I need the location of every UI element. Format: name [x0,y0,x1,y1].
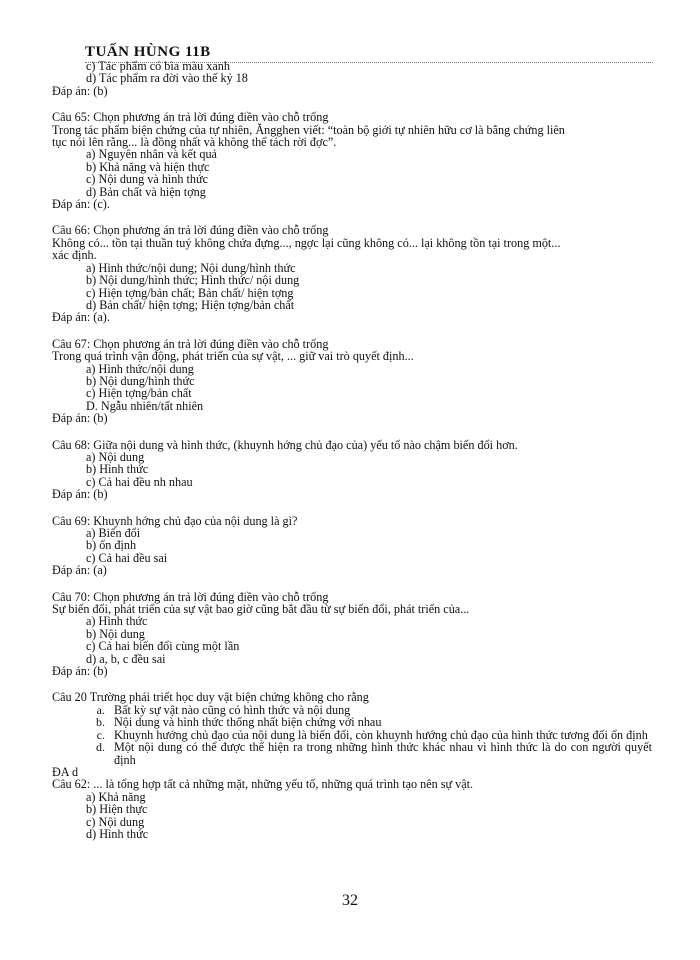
option-a: a. Bất kỳ sự vật nào cũng có hình thức và nội dung [108,704,652,716]
question-title: Câu 67: Chọn phương án trả lời đúng điền vào chỗ trống [52,336,329,351]
question-62 [52,778,652,840]
answer: Đáp án: (b) [52,664,108,679]
option-a: a) Biến đổi [86,526,141,540]
option-d: d) Bản chất và hiện tợng [86,184,206,199]
carry-option-c: c) Tác phẩm có bìa màu xanh [86,59,230,73]
question-68 [52,439,652,501]
question-title: Câu 62: ... là tổng hợp tất cả những mặt, những yếu tố, những quá trình tạo nên sự vật. [52,777,474,792]
question-70 [52,591,652,678]
option-c: c) Cả hai biến đổi cùng một lần [86,639,240,654]
option-a: a) Khả năng [86,789,146,804]
option-d: d. Một nội dung có thể được thể hiện ra trong những hình thức khác nhau vì hình thức là do con người quyết định [108,741,652,766]
question-69 [52,515,652,577]
answer: Đáp án: (b) [52,487,108,502]
answer: ĐA d [52,764,79,779]
option-a: a) Nguyên nhân và kết quả [86,147,217,162]
answer: Đáp án: (a) [52,563,107,578]
page-header: TUẤN HÙNG 11B [85,44,653,63]
option-d: D. Ngẫu nhiên/tất nhiên [86,398,204,413]
question-title: Câu 69: Khuynh hớng chủ đạo của nội dung là gì? [52,513,298,528]
option-c: c) Cả hai đều nh nhau [86,474,193,489]
option-c: c. Khuynh hướng chủ đạo của nội dung là biến đổi, còn khuynh hướng chủ đạo của hình thức tương đối ổn định [108,729,652,741]
option-b: b) Nội dung [86,626,145,641]
option-a: a) Nội dung [86,449,145,464]
question-stem: Trong tác phẩm biện chứng của tự nhiên, Ăngghen viết: “toàn bộ giới tự nhiên hữu cơ là bằng chứng liên [52,122,565,137]
option-list [52,704,652,766]
question-stem: Không có... tồn tại thuần tuý không chứa đựng..., ngợc lại cũng không có... lại không tồn tại trong một... [52,235,561,250]
option-b: b) ổn định [86,538,137,553]
option-b: b) Hiện thực [86,802,148,817]
option-b: b) Nội dung/hình thức; Hình thức/ nội dung [86,273,300,288]
option-d: d) Bản chất/ hiện tợng; Hiện tợng/bản chất [86,297,295,312]
option-b: b) Khả năng và hiện thực [86,159,210,174]
option-a: a) Hình thức/nội dung [86,361,194,376]
page-content [52,60,652,840]
question-66 [52,224,652,323]
page-number: 32 [342,892,358,909]
option-b: b. Nội dung và hình thức thống nhất biện chứng với nhau [108,716,652,728]
answer: Đáp án: (a). [52,310,110,325]
question-67 [52,338,652,425]
option-c: c) Cả hai đều sai [86,550,168,565]
question-title: Câu 70: Chọn phương án trả lời đúng điền vào chỗ trống [52,589,329,604]
answer: Đáp án: (b) [52,411,108,426]
question-title: Câu 20 Trường phái triết học duy vật biện chứng không cho rằng [52,690,369,705]
question-stem: Trong quá trình vận động, phát triển của sự vật, ... giữ vai trò quyết định... [52,349,414,364]
option-c: c) Hiện tợng/bản chất [86,386,192,401]
option-a: a) Hình thức [86,614,148,629]
question-title: Câu 65: Chọn phương án trả lời đúng điền vào chỗ trống [52,110,329,125]
answer: Đáp án: (c). [52,197,110,212]
question-65 [52,111,652,210]
option-c: c) Hiện tợng/bản chất; Bản chất/ hiện tợng [86,285,294,300]
carry-option-d: d) Tác phẩm ra đời vào thế kỷ 18 [86,71,248,86]
question-stem: Sự biến đổi, phát triển của sự vật bao giờ cũng bắt đầu từ sự biến đổi, phát triển của... [52,602,470,617]
question-20 [52,691,652,778]
option-c: c) Nội dung và hình thức [86,172,209,187]
option-b: b) Hình thức [86,462,149,477]
option-a: a) Hình thức/nội dung; Nội dung/hình thức [86,260,296,275]
question-title: Câu 68: Giữa nội dung và hình thức, (khuynh hớng chủ đạo của) yếu tố nào chậm biến đổi hơn. [52,437,518,452]
option-d: d) Hình thức [86,826,149,841]
carry-answer: Đáp án: (b) [52,83,108,98]
option-d: d) a, b, c đều sai [86,651,166,666]
question-title: Câu 66: Chọn phương án trả lời đúng điền vào chỗ trống [52,223,329,238]
question-stem: tục nói lên rằng... là đồng nhất và không thể tách rời đợc”. [52,135,337,150]
option-c: c) Nội dung [86,814,145,829]
question-stem: xác định. [52,248,97,263]
option-b: b) Nội dung/hình thức [86,373,195,388]
